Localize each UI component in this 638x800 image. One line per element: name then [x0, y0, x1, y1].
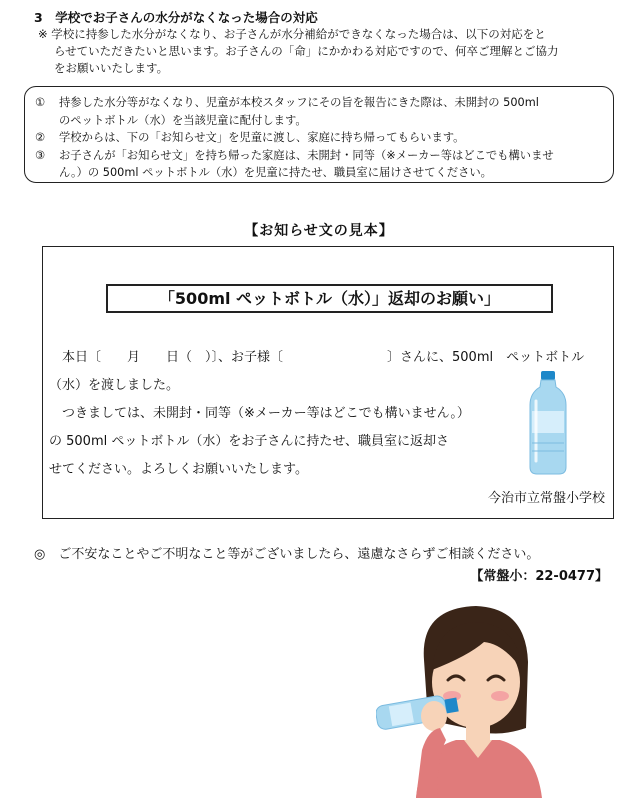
note-line: ※ 学校に持参した水分がなくなり、お子さんが水分補給ができなくなった場合は、以下の対応をと	[38, 27, 546, 41]
procedure-step	[35, 129, 603, 147]
step-number: ③	[35, 148, 46, 162]
step-line: 学校からは、下の「お知らせ文」を児童に渡し、家庭に持ち帰ってもらいます。	[59, 131, 465, 144]
section-heading: 3 学校でお子さんの水分がなくなった場合の対応	[34, 10, 318, 25]
step-line: のペットボトル（水）を当該児童に配付します。	[59, 113, 307, 127]
phone-number: 【常盤小：22-0477】	[470, 569, 608, 584]
procedure-step	[35, 94, 603, 129]
step-line: お子さんが「お知らせ文」を持ち帰った家庭は、未開封・同等（※メーカー等はどこでも構いませ	[59, 148, 554, 162]
contact-message: ◎ ご不安なことやご不明なこと等がございましたら、遠慮なさらずご相談ください。	[34, 547, 540, 562]
notice-body-line: 本日〔 月 日（ ）〕、お子様〔 〕さんに、500ml ペットボトル	[49, 350, 585, 365]
girl-drinking-water-illustration	[376, 600, 576, 798]
school-name: 今治市立常盤小学校	[487, 491, 605, 506]
note-line: らせていただきたいと思います。お子さんの「命」にかかわる対応ですので、何卒ご理解とご協力	[54, 44, 559, 58]
step-line: ん。）の 500ml ペットボトル（水）を児童に持たせ、職員室に届けさせてください。	[59, 166, 492, 179]
sample-title: 【お知らせ文の見本】	[244, 223, 394, 239]
notice-body-line: つきましては、未開封・同等（※メーカー等はどこでも構いません。）	[49, 406, 470, 421]
intro-note	[38, 26, 612, 77]
step-number: ②	[35, 131, 46, 144]
notice-body-line: （水）を渡しました。	[49, 378, 180, 393]
notice-body-line: せてください。よろしくお願いいたします。	[49, 462, 308, 477]
step-number: ①	[35, 96, 46, 109]
water-bottle-icon	[528, 371, 568, 475]
procedure-step	[35, 147, 603, 182]
note-line: をお願いいたします。	[54, 61, 169, 75]
procedure-box	[24, 86, 614, 183]
notice-title: 「500ml ペットボトル（水）」返却のお願い」	[106, 284, 553, 313]
step-line: 持参した水分等がなくなり、児童が本校スタッフにその旨を報告にきた際は、未開封の 500ml	[59, 96, 539, 109]
sample-notice-frame	[42, 246, 614, 519]
notice-body-line: の 500ml ペットボトル（水）をお子さんに持たせ、職員室に返却さ	[49, 434, 449, 449]
